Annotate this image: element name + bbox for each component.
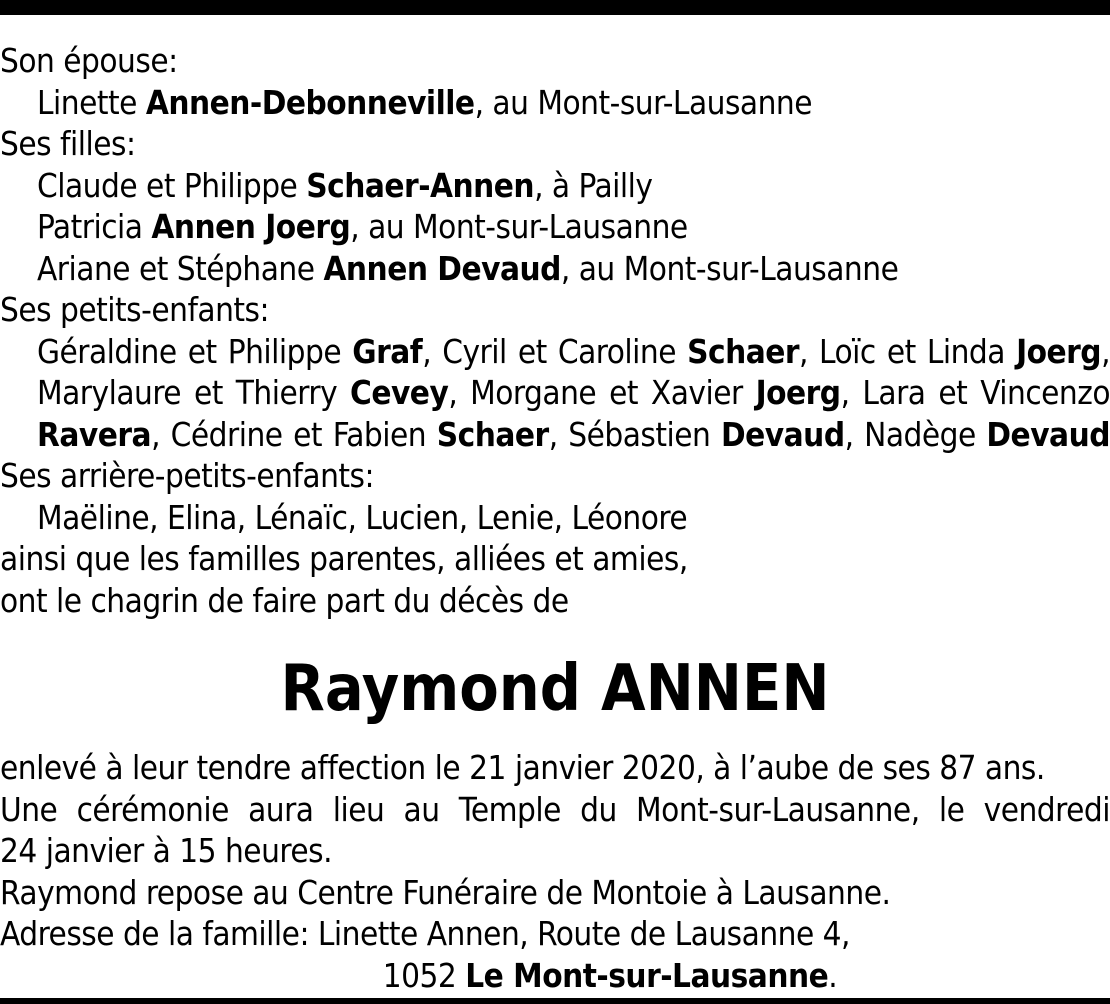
great-grandchildren-names: Maëline, Elina, Lénaïc, Lucien, Lenie, Léonore bbox=[37, 497, 688, 537]
grandchildren-text: Géraldine et Philippe bbox=[37, 331, 353, 371]
spouse-line bbox=[0, 82, 1110, 124]
spouse-surname: Annen-Debonneville bbox=[145, 82, 475, 122]
grandchildren-text: , bbox=[1101, 331, 1110, 371]
grandchildren-surname: Devaud bbox=[986, 414, 1110, 454]
daughter-first: Patricia bbox=[37, 207, 152, 246]
grandchildren-text: , Morgane et Xavier bbox=[448, 373, 756, 412]
obituary-text bbox=[0, 40, 1110, 996]
details-line-3: 24 janvier à 15 heures. bbox=[0, 831, 333, 870]
grandchildren-surname: Schaer bbox=[687, 331, 800, 371]
grandchildren-text: , Sébastien bbox=[548, 414, 721, 454]
grandchildren-surname: Joerg bbox=[1016, 331, 1102, 371]
details-line-5: Adresse de la famille: Linette Annen, Route de Lausanne 4, bbox=[0, 914, 850, 953]
details-line-2: Une cérémonie aura lieu au Temple du Mont-sur-Lausanne, le vendredi bbox=[0, 789, 1110, 829]
grandchildren-heading: Ses petits-enfants: bbox=[0, 290, 270, 329]
daughter-first: Claude et Philippe bbox=[37, 165, 307, 205]
daughter-place: , au Mont-sur-Lausanne bbox=[560, 248, 899, 288]
announce-line: ont le chagrin de faire part du décès de bbox=[0, 580, 569, 620]
grandchildren-surname: Cevey bbox=[350, 373, 449, 412]
details-line-4: Raymond repose au Centre Funéraire de Montoie à Lausanne. bbox=[0, 872, 891, 912]
grandchildren-text: , Cyril et Caroline bbox=[422, 331, 688, 371]
daughter-surname: Annen Joerg bbox=[151, 207, 351, 246]
top-rule bbox=[0, 0, 1110, 15]
grandchildren-surname: Joerg bbox=[755, 373, 841, 412]
daughter-surname: Annen Devaud bbox=[323, 248, 561, 288]
daughter-line bbox=[0, 206, 1110, 248]
deceased-name-block bbox=[0, 621, 1110, 747]
daughters-heading: Ses filles: bbox=[0, 124, 136, 163]
great-grandchildren-heading: Ses arrière-petits-enfants: bbox=[0, 456, 374, 495]
grandchildren-text: Marylaure et Thierry bbox=[37, 373, 351, 412]
spouse-first: Linette bbox=[37, 82, 146, 122]
deceased-name: Raymond ANNEN bbox=[280, 652, 830, 726]
families-line: ainsi que les familles parentes, alliées et amies, bbox=[0, 539, 688, 578]
grandchildren-line-2 bbox=[0, 372, 1110, 414]
postcode: 1052 bbox=[382, 955, 466, 995]
town-end: . bbox=[828, 955, 838, 995]
grandchildren-line-3 bbox=[0, 414, 1110, 456]
grandchildren-text: , Nadège bbox=[844, 414, 987, 454]
daughter-line bbox=[0, 248, 1110, 290]
grandchildren-surname: Schaer bbox=[436, 414, 549, 454]
grandchildren-surname: Ravera bbox=[37, 414, 152, 454]
grandchildren-line-1 bbox=[0, 331, 1110, 373]
grandchildren-text: , Loïc et Linda bbox=[799, 331, 1017, 371]
town: Le Mont-sur-Lausanne bbox=[465, 955, 829, 995]
daughter-place: , à Pailly bbox=[534, 165, 653, 205]
details-line-1: enlevé à leur tendre affection le 21 janvier 2020, à l’aube de ses 87 ans. bbox=[0, 748, 1045, 787]
bottom-rule bbox=[0, 998, 1110, 1004]
grandchildren-text: , Cédrine et Fabien bbox=[151, 414, 437, 454]
daughter-first: Ariane et Stéphane bbox=[37, 248, 324, 288]
grandchildren-text: , Lara et Vincenzo bbox=[840, 373, 1110, 412]
grandchildren-surname: Devaud bbox=[721, 414, 845, 454]
daughter-line bbox=[0, 165, 1110, 207]
spouse-place: , au Mont-sur-Lausanne bbox=[474, 82, 813, 122]
grandchildren-surname: Graf bbox=[352, 331, 423, 371]
daughter-place: , au Mont-sur-Lausanne bbox=[350, 207, 688, 246]
daughter-surname: Schaer-Annen bbox=[306, 165, 535, 205]
address-town-line bbox=[0, 955, 1110, 997]
spouse-heading: Son épouse: bbox=[0, 41, 178, 80]
